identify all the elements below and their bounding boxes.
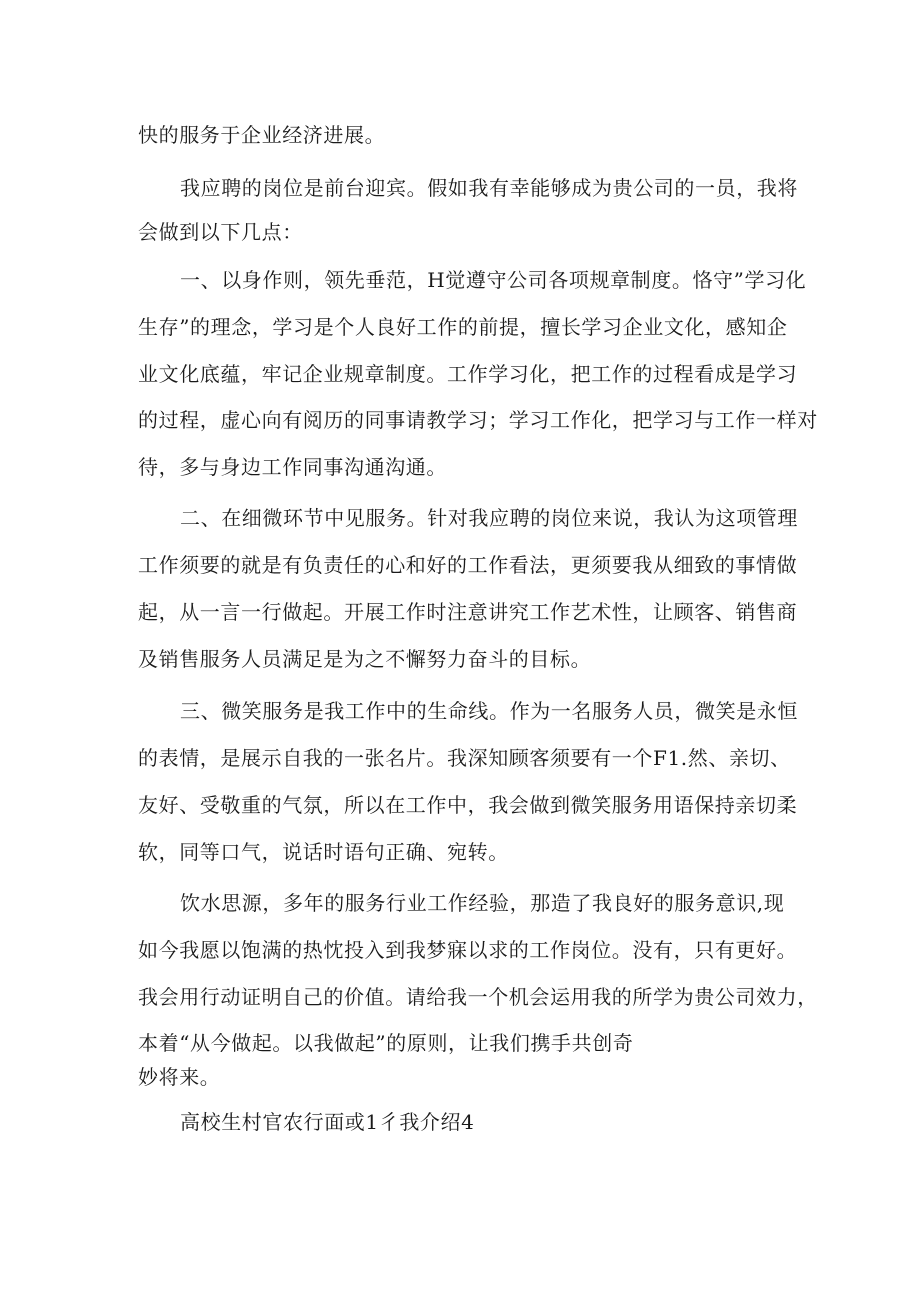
text-line: 生存”的理念，学习是个人良好工作的前提，擅长学习企业文化，感知企 — [138, 315, 788, 339]
text-line: 软，同等口气，说话时语句正确、宛转。 — [138, 840, 509, 864]
text-line: 饮水思源，多年的服务行业工作经验，那造了我良好的服务意识,现 — [180, 891, 785, 915]
text-line: 待，多与身边工作同事沟通沟通。 — [138, 455, 447, 479]
text-line: 本着“从今做起。以我做起”的原则，让我们携手共创奇 — [138, 1031, 634, 1055]
text-line: 起，从一言一行做起。开展工作时注意讲究工作艺术性，让顾客、销售商 — [138, 600, 798, 624]
text-line: 工作须要的就是有负责任的心和好的工作看法，更须要我从细致的事情做 — [138, 553, 798, 577]
text-line: 我应聘的岗位是前台迎宾。假如我有幸能够成为贵公司的一员，我将 — [180, 176, 798, 200]
text-line: 快的服务于企业经济进展。 — [138, 123, 386, 147]
text-line: 如今我愿以饱满的热忱投入到我梦寐以求的工作岗位。没有，只有更好。 — [138, 938, 798, 962]
text-line: 会做到以下几点： — [138, 220, 303, 244]
text-line: 的过程，虚心向有阅历的同事请教学习；学习工作化，把学习与工作一样对 — [138, 408, 818, 432]
text-line: 的表情，是展示自我的一张名片。我深知顾客须要有一个F1.然、亲切、 — [138, 746, 791, 770]
text-line: 一、以身作则，领先垂范，H觉遵守公司各项规章制度。恪守”学习化 — [180, 268, 807, 292]
text-line: 业文化底蕴，牢记企业规章制度。工作学习化，把工作的过程看成是学习 — [138, 362, 798, 386]
text-line: 我会用行动证明自己的价值。请给我一个机会运用我的所学为贵公司效力， — [138, 985, 818, 1009]
text-line: 友好、受敬重的气氛，所以在工作中，我会做到微笑服务用语保持亲切柔 — [138, 793, 798, 817]
text-line: 二、在细微环节中见服务。针对我应聘的岗位来说，我认为这项管理 — [180, 506, 798, 530]
text-line: 妙将来。 — [138, 1065, 221, 1089]
heading-line: 高校生村官农行面或1彳我介绍4 — [180, 1110, 475, 1134]
text-line: 三、微笑服务是我工作中的生命线。作为一名服务人员，微笑是永恒 — [180, 699, 798, 723]
text-line: 及销售服务人员满足是为之不懈努力奋斗的目标。 — [138, 647, 592, 671]
